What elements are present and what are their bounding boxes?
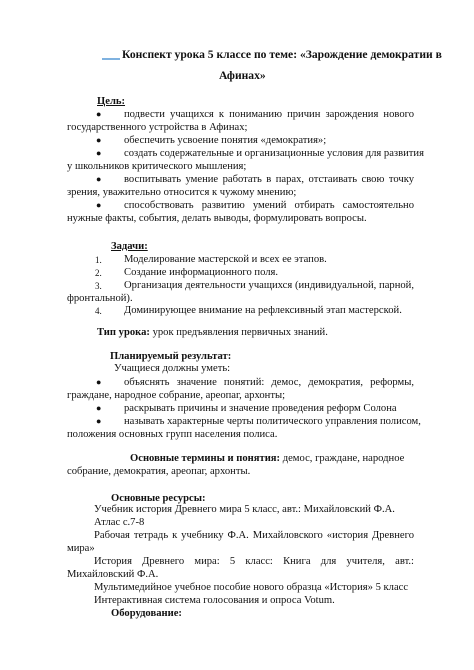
bullet: ● — [96, 403, 102, 413]
goal-item-3-line-2: у школьников критического мышления; — [67, 161, 247, 172]
terms-value: демос, граждане, народное — [280, 453, 405, 464]
bullet: ● — [96, 416, 102, 426]
goal-item-4-line-2: зрения, уважительно относится к чужому мнению; — [67, 187, 297, 198]
task-number: 2. — [95, 268, 102, 278]
goal-item-2: обеспечить усвоение понятия «демократия»; — [124, 135, 327, 146]
terms-line-2: собрание, демократия, ареопаг, архонты. — [67, 466, 251, 477]
bullet: ● — [96, 109, 102, 119]
result-item-1-line-1: объяснять значение понятий: демос, демократия, реформы, — [124, 377, 414, 388]
goal-item-5-line-2: нужные факты, события, делать выводы, формулировать вопросы. — [67, 213, 367, 224]
result-item-3-line-2: положения основных групп населения полиса. — [67, 429, 278, 440]
result-item-1-line-2: граждане, народное собрание, ареопаг, архонты; — [67, 390, 286, 401]
result-intro: Учащиеся должны уметь: — [114, 363, 231, 374]
bullet: ● — [96, 200, 102, 210]
task-item-1: Моделирование мастерской и всех ее этапов. — [124, 254, 327, 265]
title-line-2: Афинах» — [219, 69, 266, 82]
resource-line-1: Учебник история Древнего мира 5 класс, авт.: Михайловский Ф.А. — [94, 504, 395, 515]
resource-line-7: Мультимедийное учебное пособие нового образца «История» 5 класс — [94, 582, 409, 593]
task-number: 4. — [95, 306, 102, 316]
terms-line-1 — [130, 452, 404, 466]
resources-heading: Основные ресурсы: — [111, 493, 206, 504]
bullet: ● — [96, 148, 102, 158]
terms-label: Основные термины и понятия: — [130, 453, 281, 464]
bullet: ● — [96, 135, 102, 145]
resource-line-3: Рабочая тетрадь к учебнику Ф.А. Михайловского «история Древнего — [94, 530, 414, 541]
task-number: 1. — [95, 255, 102, 265]
task-number: 3. — [95, 281, 102, 291]
lesson-type-label: Тип урока: — [97, 327, 150, 338]
tasks-heading: Задачи: — [111, 241, 148, 252]
bullet: ● — [96, 174, 102, 184]
goal-item-1-line-1: подвести учащихся к пониманию причин зарождения нового — [124, 109, 414, 120]
lesson-type — [97, 326, 328, 340]
resource-line-5: История Древнего мира: 5 класс: Книга для учителя, авт.: — [94, 556, 414, 567]
goal-item-5-line-1: способствовать развитию умений отбирать самостоятельно — [124, 200, 414, 211]
bullet: ● — [96, 377, 102, 387]
task-item-2: Создание информационного поля. — [124, 267, 279, 278]
resource-line-8: Интерактивная система голосования и опроса Votum. — [94, 595, 335, 606]
goal-item-1-line-2: государственного устройства в Афинах; — [67, 122, 248, 133]
resource-line-6: Михайловский Ф.А. — [67, 569, 159, 580]
goal-item-4-line-1: воспитывать умение работать в парах, отстаивать свою точку — [124, 174, 414, 185]
result-item-2: раскрывать причины и значение проведения реформ Солона — [124, 403, 397, 414]
goal-heading: Цель: — [97, 96, 126, 107]
task-item-3-line-1: Организация деятельности учащихся (индивидуальной, парной, — [124, 280, 414, 291]
lesson-type-value: урок предъявления первичных знаний. — [149, 327, 328, 338]
result-item-3-line-1: называть характерные черты политического управления полисом, — [124, 416, 421, 427]
selection-marker — [102, 58, 120, 60]
title-line-1: Конспект урока 5 классе по теме: «Зарождение демократии в — [122, 48, 442, 61]
task-item-3-line-2: фронтальной). — [67, 293, 133, 304]
equipment-heading: Оборудование: — [111, 608, 182, 619]
task-item-4: Доминирующее внимание на рефлексивный этап мастерской. — [124, 305, 402, 316]
goal-item-3-line-1: создать содержательные и организационные условия для развития — [124, 148, 424, 159]
resource-line-2: Атлас с.7-8 — [94, 517, 145, 528]
resource-line-4: мира» — [67, 543, 95, 554]
result-heading: Планируемый результат: — [110, 351, 232, 362]
